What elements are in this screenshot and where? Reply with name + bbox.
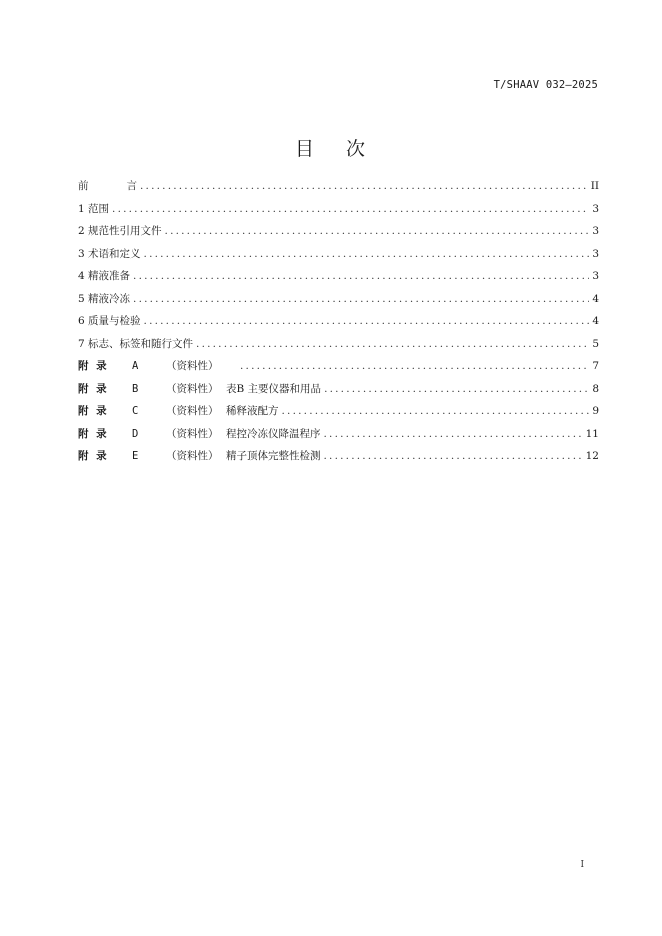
toc-title-left: 目 xyxy=(294,138,316,160)
annex-title: 稀释液配方 xyxy=(226,405,279,417)
toc-entry-page: II xyxy=(590,180,599,192)
toc-entry-scope[interactable] xyxy=(78,201,599,224)
toc-entry-semen-freezing[interactable] xyxy=(78,291,599,314)
dot-leader xyxy=(165,225,590,237)
toc-entry-label: 5 精液冷冻 xyxy=(78,292,131,305)
toc-entry-quality-inspection[interactable] xyxy=(78,313,599,336)
dot-leader xyxy=(240,360,589,372)
dot-leader xyxy=(133,270,589,282)
toc-entry-page: 7 xyxy=(592,360,599,372)
toc-title-right: 次 xyxy=(346,138,368,160)
annex-title: 精子顶体完整性检测 xyxy=(226,450,321,462)
toc-entry-label: 4 精液准备 xyxy=(78,270,131,282)
dot-leader xyxy=(324,428,583,440)
toc-entry-page: 11 xyxy=(585,427,599,440)
toc-entry-page: 8 xyxy=(592,382,599,395)
toc-entry-annex-c[interactable] xyxy=(78,403,599,426)
toc-entry-label: 7 标志、标签和随行文件 xyxy=(78,337,194,350)
annex-word: 附 录 xyxy=(78,360,109,372)
toc-entry-page: 3 xyxy=(592,225,599,237)
toc-entry-label xyxy=(78,448,321,463)
annex-title: 表B 主要仪器和用品 xyxy=(226,382,322,395)
dot-leader xyxy=(144,248,590,260)
toc-entry-page: 3 xyxy=(592,247,599,260)
annex-type: （资料性） xyxy=(166,427,219,440)
toc-entry-label xyxy=(78,403,279,418)
toc-entry-page: 4 xyxy=(592,315,599,327)
annex-type: （资料性） xyxy=(166,450,219,462)
toc-entry-label xyxy=(78,358,226,373)
dot-leader xyxy=(282,405,590,417)
toc-entry-annex-a[interactable] xyxy=(78,358,599,381)
page-number: I xyxy=(580,860,584,870)
annex-letter: B xyxy=(132,382,139,395)
toc-entry-label xyxy=(78,426,321,441)
toc-entry-label: 3 术语和定义 xyxy=(78,247,141,260)
toc-entry-page: 3 xyxy=(592,270,599,282)
annex-word: 附 录 xyxy=(78,427,109,440)
annex-letter: D xyxy=(132,427,139,440)
dot-leader xyxy=(133,293,589,305)
toc-entry-label xyxy=(78,381,321,396)
annex-word: 附 录 xyxy=(78,382,109,395)
toc-entry-label: 1 范围 xyxy=(78,202,110,215)
toc-entry-foreword[interactable] xyxy=(78,178,599,201)
annex-word: 附 录 xyxy=(78,405,109,417)
toc-entry-page: 12 xyxy=(585,450,599,462)
dot-leader xyxy=(196,338,589,350)
toc-entry-page: 5 xyxy=(592,337,599,350)
dot-leader xyxy=(324,450,583,462)
annex-letter: A xyxy=(132,360,139,372)
toc-entry-label: 2 规范性引用文件 xyxy=(78,225,162,237)
toc-title xyxy=(0,134,662,161)
toc-entry-annex-e[interactable] xyxy=(78,448,599,471)
annex-title: 程控冷冻仪降温程序 xyxy=(226,427,321,440)
dot-leader xyxy=(324,383,589,395)
toc-entry-marking-labeling[interactable] xyxy=(78,336,599,359)
toc-entry-label: 6 质量与检验 xyxy=(78,315,141,327)
dot-leader xyxy=(144,315,590,327)
toc-entry-page: 3 xyxy=(592,202,599,215)
toc-entry-page: 9 xyxy=(592,405,599,417)
annex-word: 附 录 xyxy=(78,450,109,462)
dot-leader xyxy=(140,180,588,192)
dot-leader xyxy=(112,203,589,215)
toc-entry-annex-d[interactable] xyxy=(78,426,599,449)
annex-letter: C xyxy=(132,405,139,417)
toc-entry-page: 4 xyxy=(592,292,599,305)
toc-entry-normative-references[interactable] xyxy=(78,223,599,246)
toc-entry-semen-preparation[interactable] xyxy=(78,268,599,291)
annex-type: （资料性） xyxy=(166,405,219,417)
document-code: T/SHAAV 032—2025 xyxy=(493,79,598,91)
toc-entry-annex-b[interactable] xyxy=(78,381,599,404)
toc-entry-label: 前 言 xyxy=(78,180,137,192)
annex-type: （资料性） xyxy=(166,360,219,372)
table-of-contents xyxy=(78,178,599,471)
annex-letter: E xyxy=(132,450,139,462)
toc-entry-terms-definitions[interactable] xyxy=(78,246,599,269)
annex-type: （资料性） xyxy=(166,382,219,395)
